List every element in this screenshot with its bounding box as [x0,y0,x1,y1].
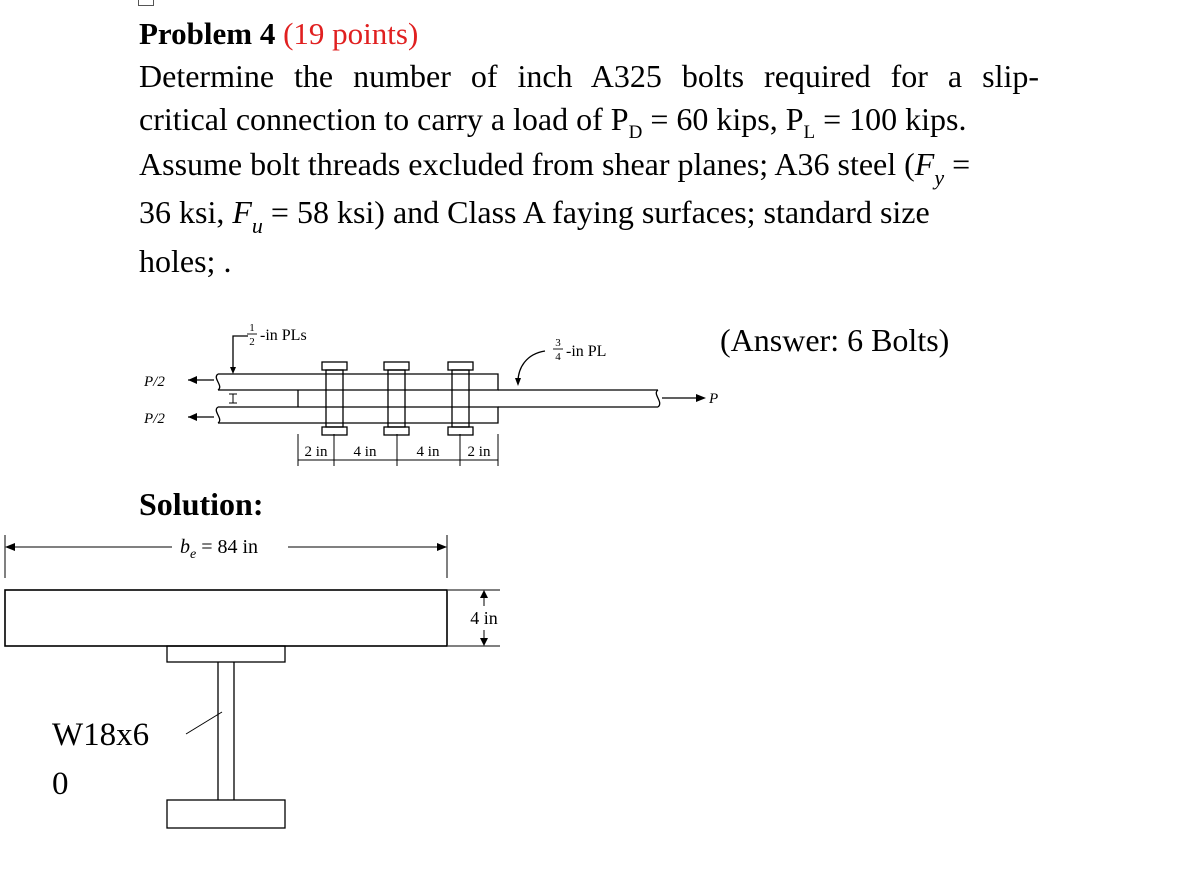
line2-pre: critical connection to carry a load of P [139,101,629,137]
bottom-flange [167,800,285,828]
dim-1: 2 in [304,444,328,460]
top-plate-break [216,374,219,390]
sub-l: L [803,122,816,143]
half-num: 1 [249,322,255,334]
top-flange [167,646,285,662]
three-num: 3 [555,337,561,349]
f-u: F [232,194,252,230]
be-arrow-left [5,543,15,551]
answer-text: (Answer: 6 Bolts) [720,322,950,358]
load-bottom-label: P/2 [144,411,165,427]
middle-plate [498,390,658,407]
line3-pre: Assume bolt threads excluded from shear planes; A36 steel ( [139,146,915,182]
thick-arrow-top [480,590,488,598]
thickness-mark [229,394,237,403]
problem-points: (19 points) [283,16,419,51]
plates-label: -in PLs [260,327,307,344]
section-label-line1: W18x6 [52,717,150,753]
line4-post: = 58 ksi) and Class A faying surfaces; standard size [262,194,930,230]
section-label-line2: 0 [52,766,69,802]
line4-pre: 36 ksi, [139,194,233,230]
sub-d: D [628,122,643,143]
web [218,662,234,800]
be-label: $b_e = 84$ in [180,536,259,562]
sub-u: u [251,213,263,238]
arrowhead-bottom [188,413,197,421]
load-top-label: P/2 [144,374,165,390]
load-right-label: P [709,391,719,407]
bottom-plate-break [216,407,219,423]
line3-post: = [944,146,971,182]
arrowhead-right [696,394,706,402]
problem-line-4 [139,194,930,238]
plate-label: -in PL [566,343,607,360]
arrowhead-top [188,376,197,384]
dim-4: 2 in [467,444,491,460]
bolt-1 [322,362,347,435]
bolt-2 [384,362,409,435]
bolt-3 [448,362,473,435]
slab-thickness-label: 4 in [470,608,498,628]
f-y: F [914,146,935,182]
problem-line-2 [139,101,967,143]
line2-post: = 100 kips. [815,101,967,137]
bottom-plate [218,407,498,423]
half-den: 2 [249,336,255,348]
middle-plate-break [656,390,659,407]
problem-line-5: holes; . [139,243,232,279]
thick-arrow-bottom [480,638,488,646]
three-quarter-leader [518,351,545,382]
solution-label: Solution: [139,486,264,522]
problem-heading: Problem 4 [139,16,276,51]
top-plate [218,374,498,390]
arrowhead-leader [515,378,521,386]
half-in-leader [233,336,248,370]
connection-figure [130,310,730,475]
three-den: 4 [555,351,561,363]
problem-line-1: Determine the number of inch A325 bolts required for a slip- [139,58,1039,94]
checkbox[interactable] [138,0,154,6]
dim-3: 4 in [416,444,440,460]
beam-figure [0,530,520,873]
concrete-slab [5,590,447,646]
line2-mid: = 60 kips, P [642,101,804,137]
problem-title [139,16,418,52]
problem-line-3 [139,146,971,190]
arrowhead-half-in [230,367,236,374]
section-leader [186,712,222,734]
sub-y: y [934,165,945,190]
be-arrow-right [437,543,447,551]
dim-2: 4 in [353,444,377,460]
